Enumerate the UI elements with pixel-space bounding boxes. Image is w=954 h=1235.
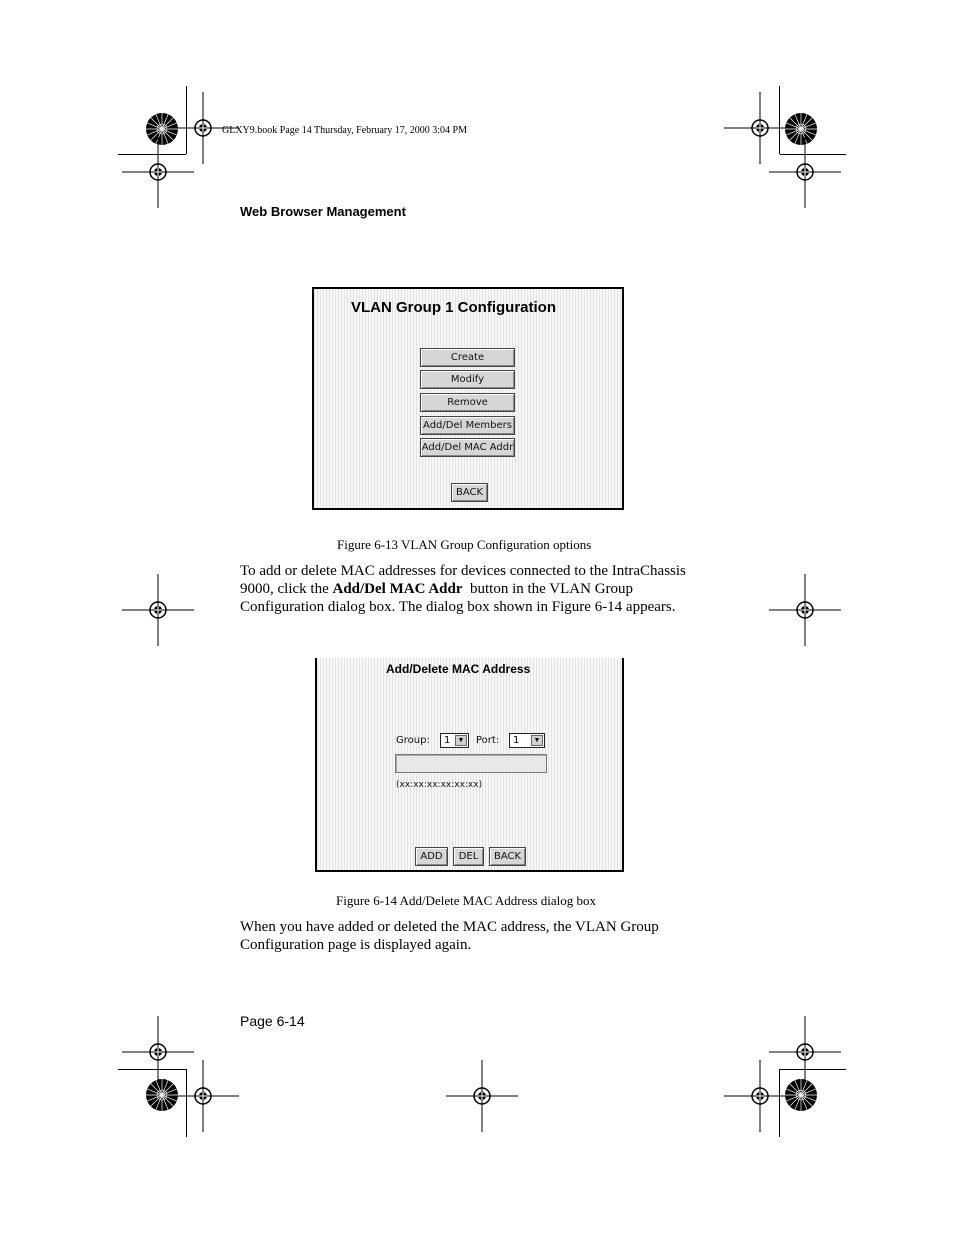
body-paragraph-1 <box>240 562 686 616</box>
group-select[interactable] <box>440 733 469 748</box>
create-button[interactable]: Create <box>420 348 515 367</box>
mac-format-hint: (xx:xx:xx:xx:xx:xx) <box>396 780 483 790</box>
dialog-title: Add/Delete MAC Address <box>386 662 531 676</box>
running-head: Web Browser Management <box>240 204 406 219</box>
back-button[interactable]: BACK <box>489 847 526 866</box>
paragraph-line: To add or delete MAC addresses for devices connected to the IntraChassis <box>240 563 686 579</box>
dialog-title: VLAN Group 1 Configuration <box>351 299 556 316</box>
port-select[interactable] <box>509 733 545 748</box>
paragraph-line <box>240 580 680 598</box>
figure-14-caption: Figure 6-14 Add/Delete MAC Address dialog box <box>336 893 596 908</box>
page-number: Page 6-14 <box>240 1013 305 1029</box>
body-paragraph-2 <box>240 918 680 954</box>
modify-button[interactable]: Modify <box>420 370 515 389</box>
paragraph-line: Configuration page is displayed again. <box>240 937 472 953</box>
back-button[interactable]: BACK <box>451 483 488 502</box>
port-label: Port: <box>476 735 500 746</box>
remove-button[interactable]: Remove <box>420 393 515 412</box>
text-run: button in the VLAN Group <box>462 581 634 597</box>
add-del-members-button[interactable]: Add/Del Members <box>420 416 515 435</box>
paragraph-line: Configuration dialog box. The dialog box shown in Figure 6-14 appears. <box>240 599 676 615</box>
mac-address-input[interactable] <box>395 754 547 773</box>
figure-13-caption: Figure 6-13 VLAN Group Configuration options <box>337 537 592 552</box>
del-button[interactable]: DEL <box>453 847 484 866</box>
group-label: Group: <box>396 735 430 746</box>
paragraph-line: When you have added or deleted the MAC address, the VLAN Group <box>240 919 659 935</box>
print-header: GLXY9.book Page 14 Thursday, February 17, 2000 3:04 PM <box>222 125 467 136</box>
chevron-down-icon[interactable]: ▼ <box>531 735 543 746</box>
vlan-group-config-dialog <box>312 287 624 510</box>
port-value: 1 <box>513 735 520 746</box>
group-value: 1 <box>444 735 451 746</box>
add-delete-mac-dialog <box>315 658 624 872</box>
add-button[interactable]: ADD <box>415 847 448 866</box>
add-del-mac-addr-button[interactable]: Add/Del MAC Addr <box>420 438 515 457</box>
text-run: 9000, click the <box>240 581 333 597</box>
chevron-down-icon[interactable]: ▼ <box>455 735 467 746</box>
button-reference: Add/Del MAC Addr <box>332 581 463 597</box>
